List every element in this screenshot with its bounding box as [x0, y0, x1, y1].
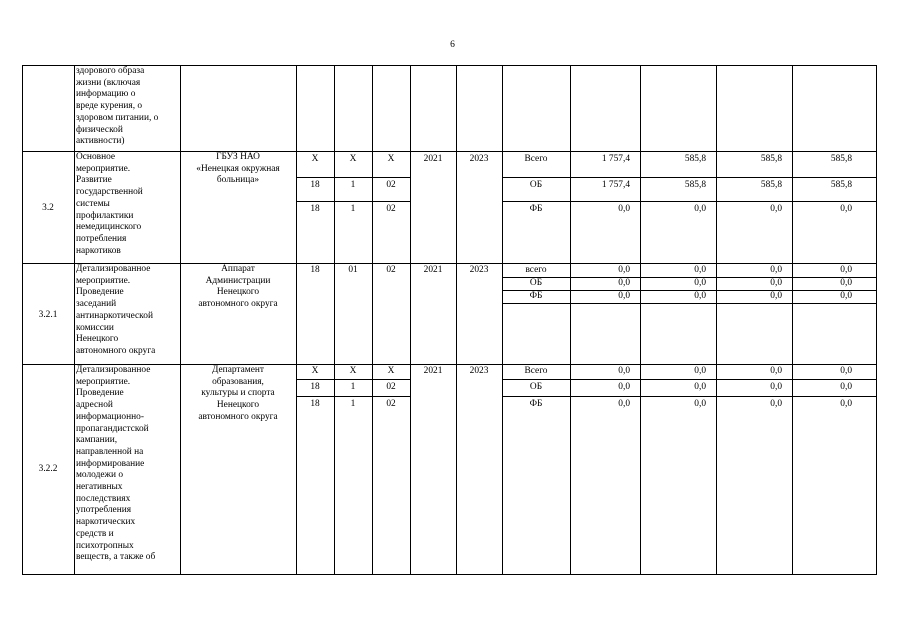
- r32-code-c1: 18: [310, 204, 320, 214]
- r32-code-c2: 1: [350, 180, 356, 190]
- activity-description: [76, 264, 180, 358]
- r322-code-c2: 1: [350, 382, 356, 392]
- r321-year3: 0,0: [840, 291, 852, 301]
- col-border-11: [716, 65, 717, 575]
- activity-description-line: Развитие: [76, 175, 112, 186]
- executor-line: Администрации: [205, 275, 271, 286]
- r32-code-c2: Х: [349, 154, 357, 164]
- activity-description-line: веществ, а также об: [76, 552, 156, 563]
- r32-total: 1 757,4: [601, 154, 630, 164]
- activity-description-line: немедицинского: [76, 222, 142, 233]
- r322-year1: 0,0: [694, 366, 706, 376]
- r322-code-c3: Х: [387, 366, 395, 376]
- col-border-7: [456, 65, 457, 575]
- row-number: 3.2: [42, 203, 54, 213]
- activity-description-line: мероприятие.: [76, 275, 131, 286]
- r322-year3: 0,0: [840, 382, 852, 392]
- executor-line: Ненецкого: [216, 287, 260, 298]
- r32-year2: 585,8: [760, 180, 782, 190]
- r322-year3: 0,0: [840, 366, 852, 376]
- activity-description-line: системы: [76, 198, 110, 209]
- year-start: 2021: [423, 366, 443, 376]
- r321-total: 0,0: [618, 278, 630, 288]
- year-start: 2021: [423, 265, 443, 275]
- r321-year2: 0,0: [770, 291, 782, 301]
- r322-code-c1: 18: [310, 399, 320, 409]
- activity-description-line: Детализированное: [76, 365, 151, 375]
- r32-total: 0,0: [618, 204, 630, 214]
- executor-line: автономного округа: [198, 411, 278, 422]
- r322-fund-subline-1: [502, 396, 877, 397]
- year-end: 2023: [469, 154, 489, 164]
- r322-code-c3: 02: [386, 382, 396, 392]
- activity-description-line: мероприятие.: [76, 376, 131, 387]
- r322-total: 0,0: [618, 399, 630, 409]
- executor-line: больница»: [216, 175, 260, 186]
- r322-code-c2: 1: [350, 399, 356, 409]
- activity-description-line: негативных: [76, 482, 123, 493]
- r32-fund-subline-1: [502, 201, 877, 202]
- r32-code-c1: 18: [310, 180, 320, 190]
- activity-description-line: заседаний: [76, 299, 117, 310]
- activity-description-line: профилактики: [76, 210, 134, 221]
- r322-year3: 0,0: [840, 399, 852, 409]
- r32-year1: 0,0: [694, 204, 706, 214]
- r32-source: Всего: [524, 154, 548, 164]
- cont-description-line: активности): [76, 136, 125, 147]
- activity-description-line: наркотиков: [76, 245, 121, 256]
- r322-code-subline-0: [296, 379, 411, 380]
- activity-description-line: автономного округа: [76, 345, 156, 356]
- r321-code-c2: 01: [348, 265, 358, 275]
- activity-description-line: последствиях: [76, 493, 131, 504]
- activity-description-line: комиссии: [76, 322, 114, 333]
- activity-description-line: Проведение: [76, 388, 124, 399]
- cont-description-line: жизни (включая: [76, 77, 141, 88]
- activity-description-line: Ненецкого: [76, 334, 119, 345]
- activity-description-line: Проведение: [76, 287, 124, 298]
- r322-total: 0,0: [618, 366, 630, 376]
- r321-year2: 0,0: [770, 278, 782, 288]
- col-border-4: [334, 65, 335, 575]
- r322-code-c1: 18: [310, 382, 320, 392]
- r322-source: ОБ: [529, 382, 543, 392]
- executor: [182, 365, 294, 424]
- r322-code-subline-1: [296, 396, 411, 397]
- col-border-10: [640, 65, 641, 575]
- activity-description-line: государственной: [76, 187, 143, 198]
- r322-code-c2: Х: [349, 366, 357, 376]
- cont-description-line: здорового образа: [76, 66, 145, 76]
- activity-description-line: направленной на: [76, 446, 144, 457]
- executor-line: Аппарат: [221, 264, 255, 274]
- r32-code-c3: 02: [386, 204, 396, 214]
- executor-line: культуры и спорта: [201, 388, 275, 399]
- activity-description-line: молодежи о: [76, 470, 124, 481]
- activity-description-line: информационно-: [76, 411, 144, 422]
- cont-description-line: физической: [76, 124, 123, 135]
- activity-description-line: пропагандистской: [76, 423, 149, 434]
- r32-source: ФБ: [529, 204, 543, 214]
- r321-year1: 0,0: [694, 291, 706, 301]
- r321-year1: 0,0: [694, 278, 706, 288]
- executor-line: автономного округа: [198, 299, 278, 310]
- row-number: 3.2.1: [38, 310, 58, 320]
- activity-description-line: мероприятие.: [76, 163, 131, 174]
- r32-fund-subline-0: [502, 177, 877, 178]
- executor-line: Департамент: [212, 365, 264, 375]
- r321-year2: 0,0: [770, 265, 782, 275]
- r321-total: 0,0: [618, 291, 630, 301]
- r32-year1: 585,8: [684, 180, 706, 190]
- r321-year3: 0,0: [840, 278, 852, 288]
- year-end: 2023: [469, 366, 489, 376]
- r322-year2: 0,0: [770, 399, 782, 409]
- activity-description: [76, 152, 180, 257]
- activity-description-line: употребления: [76, 505, 132, 516]
- activity-description-line: информирование: [76, 458, 145, 469]
- executor-line: «Ненецкая окружная: [196, 163, 280, 174]
- r32-source: ОБ: [529, 180, 543, 190]
- cont-description-line: вреде курения, о: [76, 101, 143, 112]
- activity-description-line: наркотических: [76, 517, 136, 528]
- activity-description-line: средств и: [76, 528, 114, 539]
- executor: [182, 264, 294, 311]
- year-end: 2023: [469, 265, 489, 275]
- activity-description-line: адресной: [76, 400, 113, 411]
- r322-year1: 0,0: [694, 399, 706, 409]
- r32-code-c3: Х: [387, 154, 395, 164]
- r32-code-subline-1: [296, 201, 411, 202]
- r321-year3: 0,0: [840, 265, 852, 275]
- r32-total: 1 757,4: [601, 180, 630, 190]
- col-border-3: [296, 65, 297, 575]
- r322-year2: 0,0: [770, 382, 782, 392]
- r322-source: ФБ: [529, 399, 543, 409]
- table-bottom-border: [22, 574, 877, 575]
- r321-source: всего: [525, 265, 547, 275]
- r32-code-c3: 02: [386, 180, 396, 190]
- r322-fund-subline-0: [502, 379, 877, 380]
- cont-description: [76, 66, 180, 148]
- r321-source: ФБ: [529, 291, 543, 301]
- col-border-6: [410, 65, 411, 575]
- row-number: 3.2.2: [38, 464, 58, 474]
- executor: [182, 152, 294, 187]
- activity-description: [76, 365, 180, 564]
- r321-fund-subline-2: [502, 303, 877, 304]
- col-border-12: [792, 65, 793, 575]
- col-border-13: [876, 65, 877, 575]
- activity-description-line: антинаркотической: [76, 310, 153, 321]
- executor-line: образования,: [212, 376, 264, 387]
- r321-source: ОБ: [529, 278, 543, 288]
- r321-code-c3: 02: [386, 265, 396, 275]
- activity-description-line: Детализированное: [76, 264, 151, 274]
- cont-description-line: информацию о: [76, 89, 136, 100]
- col-border-8: [502, 65, 503, 575]
- r321-code-c1: 18: [310, 265, 320, 275]
- r32-code-c2: 1: [350, 204, 356, 214]
- r322-year2: 0,0: [770, 366, 782, 376]
- r322-year1: 0,0: [694, 382, 706, 392]
- r32-year3: 585,8: [830, 180, 852, 190]
- r32-year1: 585,8: [684, 154, 706, 164]
- r32-year3: 585,8: [830, 154, 852, 164]
- r322-code-c3: 02: [386, 399, 396, 409]
- r321-year1: 0,0: [694, 265, 706, 275]
- executor-line: Ненецкого: [216, 400, 260, 411]
- activity-description-line: Основное: [76, 152, 116, 162]
- activity-description-line: кампании,: [76, 435, 118, 446]
- r322-source: Всего: [524, 366, 548, 376]
- col-border-1: [74, 65, 75, 575]
- activity-description-line: потребления: [76, 233, 127, 244]
- r32-year2: 585,8: [760, 154, 782, 164]
- r321-total: 0,0: [618, 265, 630, 275]
- r32-code-subline-0: [296, 177, 411, 178]
- r32-year2: 0,0: [770, 204, 782, 214]
- year-start: 2021: [423, 154, 443, 164]
- cont-description-line: здоровом питании, о: [76, 112, 159, 123]
- page-number: 6: [450, 40, 455, 50]
- col-border-2: [180, 65, 181, 575]
- activity-description-line: психотропных: [76, 540, 134, 551]
- r32-year3: 0,0: [840, 204, 852, 214]
- r322-total: 0,0: [618, 382, 630, 392]
- r322-code-c1: Х: [311, 366, 319, 376]
- col-border-9: [570, 65, 571, 575]
- col-border-5: [372, 65, 373, 575]
- r32-code-c1: Х: [311, 154, 319, 164]
- executor-line: ГБУЗ НАО: [216, 152, 260, 162]
